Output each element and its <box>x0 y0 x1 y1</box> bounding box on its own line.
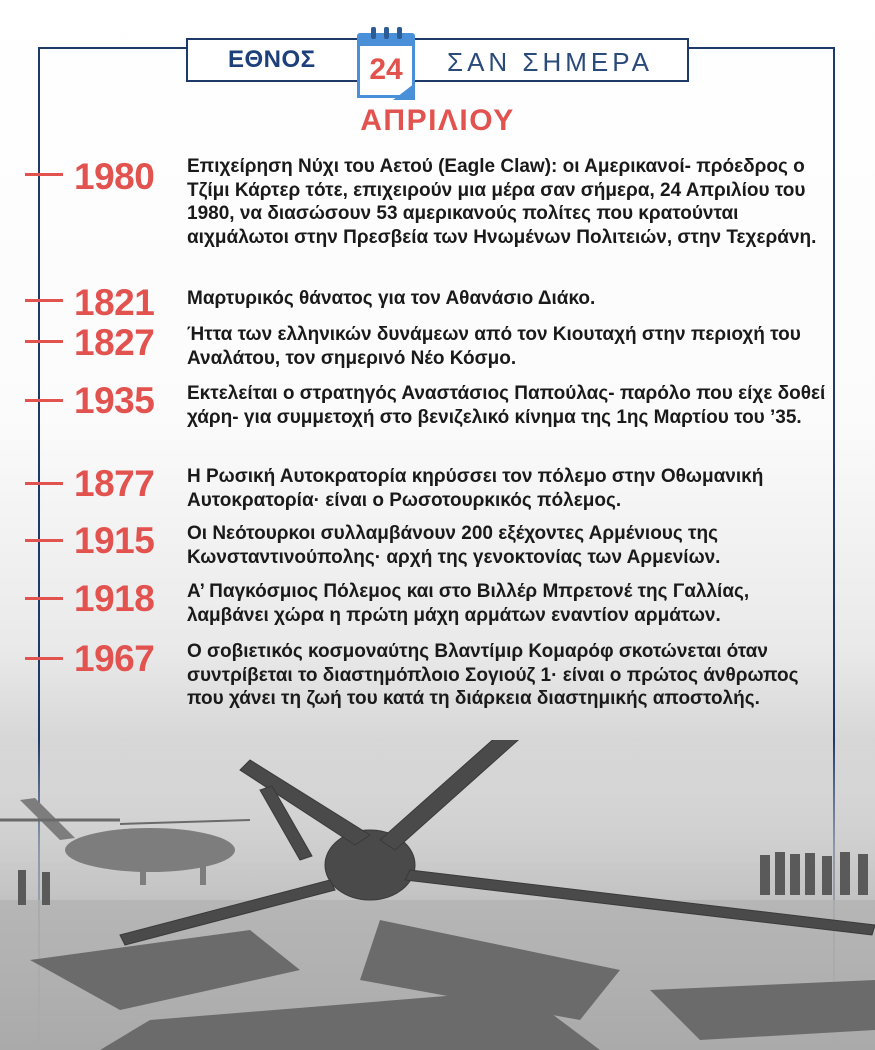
calendar-icon <box>355 27 419 103</box>
section-title: ΣΑΝ ΣΗΜΕΡΑ <box>447 47 654 77</box>
event-text: Ήττα των ελληνικών δυνάμεων από τον Κιουταχή στην περιοχή του Αναλάτου, τον σημερινό Νέο Κόσμο. <box>187 324 801 369</box>
event-year: 1935 <box>74 380 155 421</box>
event-year: 1967 <box>74 638 155 679</box>
event-year: 1980 <box>74 156 155 197</box>
event-text: Εκτελείται ο στρατηγός Αναστάσιος Παπούλας- παρόλο που είχε δοθεί χάρη- για συμμετοχή στο βενιζελικό κίνημα της 1ης Μαρτίου του ’35. <box>187 383 826 428</box>
event-text: Οι Νεότουρκοι συλλαμβάνουν 200 εξέχοντες Αρμένιους της Κωνσταντινούπολης· αρχή της γενοκτονίας των Αρμενίων. <box>187 523 721 568</box>
event-year: 1827 <box>74 322 155 363</box>
event-dash <box>25 539 63 542</box>
event-year: 1915 <box>74 520 155 561</box>
month-title: ΑΠΡΙΛΙΟΥ <box>360 104 515 137</box>
event-dash <box>25 399 63 402</box>
event-year: 1877 <box>74 463 155 504</box>
event-dash <box>25 597 63 600</box>
event-text: Επιχείρηση Νύχι του Αετού (Eagle Claw): οι Αμερικανοί- πρόεδρος ο Τζίμι Κάρτερ τότε, επιχειρούν μια μέρα σαν σήμερα, 24 Απριλίου του 1980, να διασώσουν 53 αμερικανούς πολίτες που κρατούνται αιχμάλωτοι στην Πρεσβεία των Ηνωμένων Πολιτειών, στην Τεχεράνη. <box>187 156 817 248</box>
event-dash <box>25 299 63 302</box>
calendar-day: 24 <box>369 53 403 86</box>
event-text: Α’ Παγκόσμιος Πόλεμος και στο Βιλλέρ Μπρετονέ της Γαλλίας, λαμβάνει χώρα η πρώτη μάχη αρμάτων εναντίον αρμάτων. <box>187 581 750 626</box>
event-text: Η Ρωσική Αυτοκρατορία κηρύσσει τον πόλεμο στην Οθωμανική Αυτοκρατορία· είναι ο Ρωσοτουρκικός πόλεμος. <box>187 466 764 511</box>
event-text: Ο σοβιετικός κοσμοναύτης Βλαντίμιρ Κομαρόφ σκοτώνεται όταν συντρίβεται το διαστημόπλοιο Σογιούζ 1· είναι ο πρώτος άνθρωπος που χάνει τη ζωή του κατά τη διάρκεια διαστημικής αποστολής. <box>187 641 799 709</box>
event-dash <box>25 657 63 660</box>
event-dash <box>25 482 63 485</box>
wreckage-photo <box>0 740 875 1050</box>
event-dash <box>25 173 63 176</box>
event-dash <box>25 340 63 343</box>
event-year: 1821 <box>74 282 155 323</box>
event-text: Μαρτυρικός θάνατος για τον Αθανάσιο Διάκο. <box>187 288 596 309</box>
brand-logo[interactable]: ΕΘΝΟΣ <box>228 46 316 73</box>
event-year: 1918 <box>74 578 155 619</box>
